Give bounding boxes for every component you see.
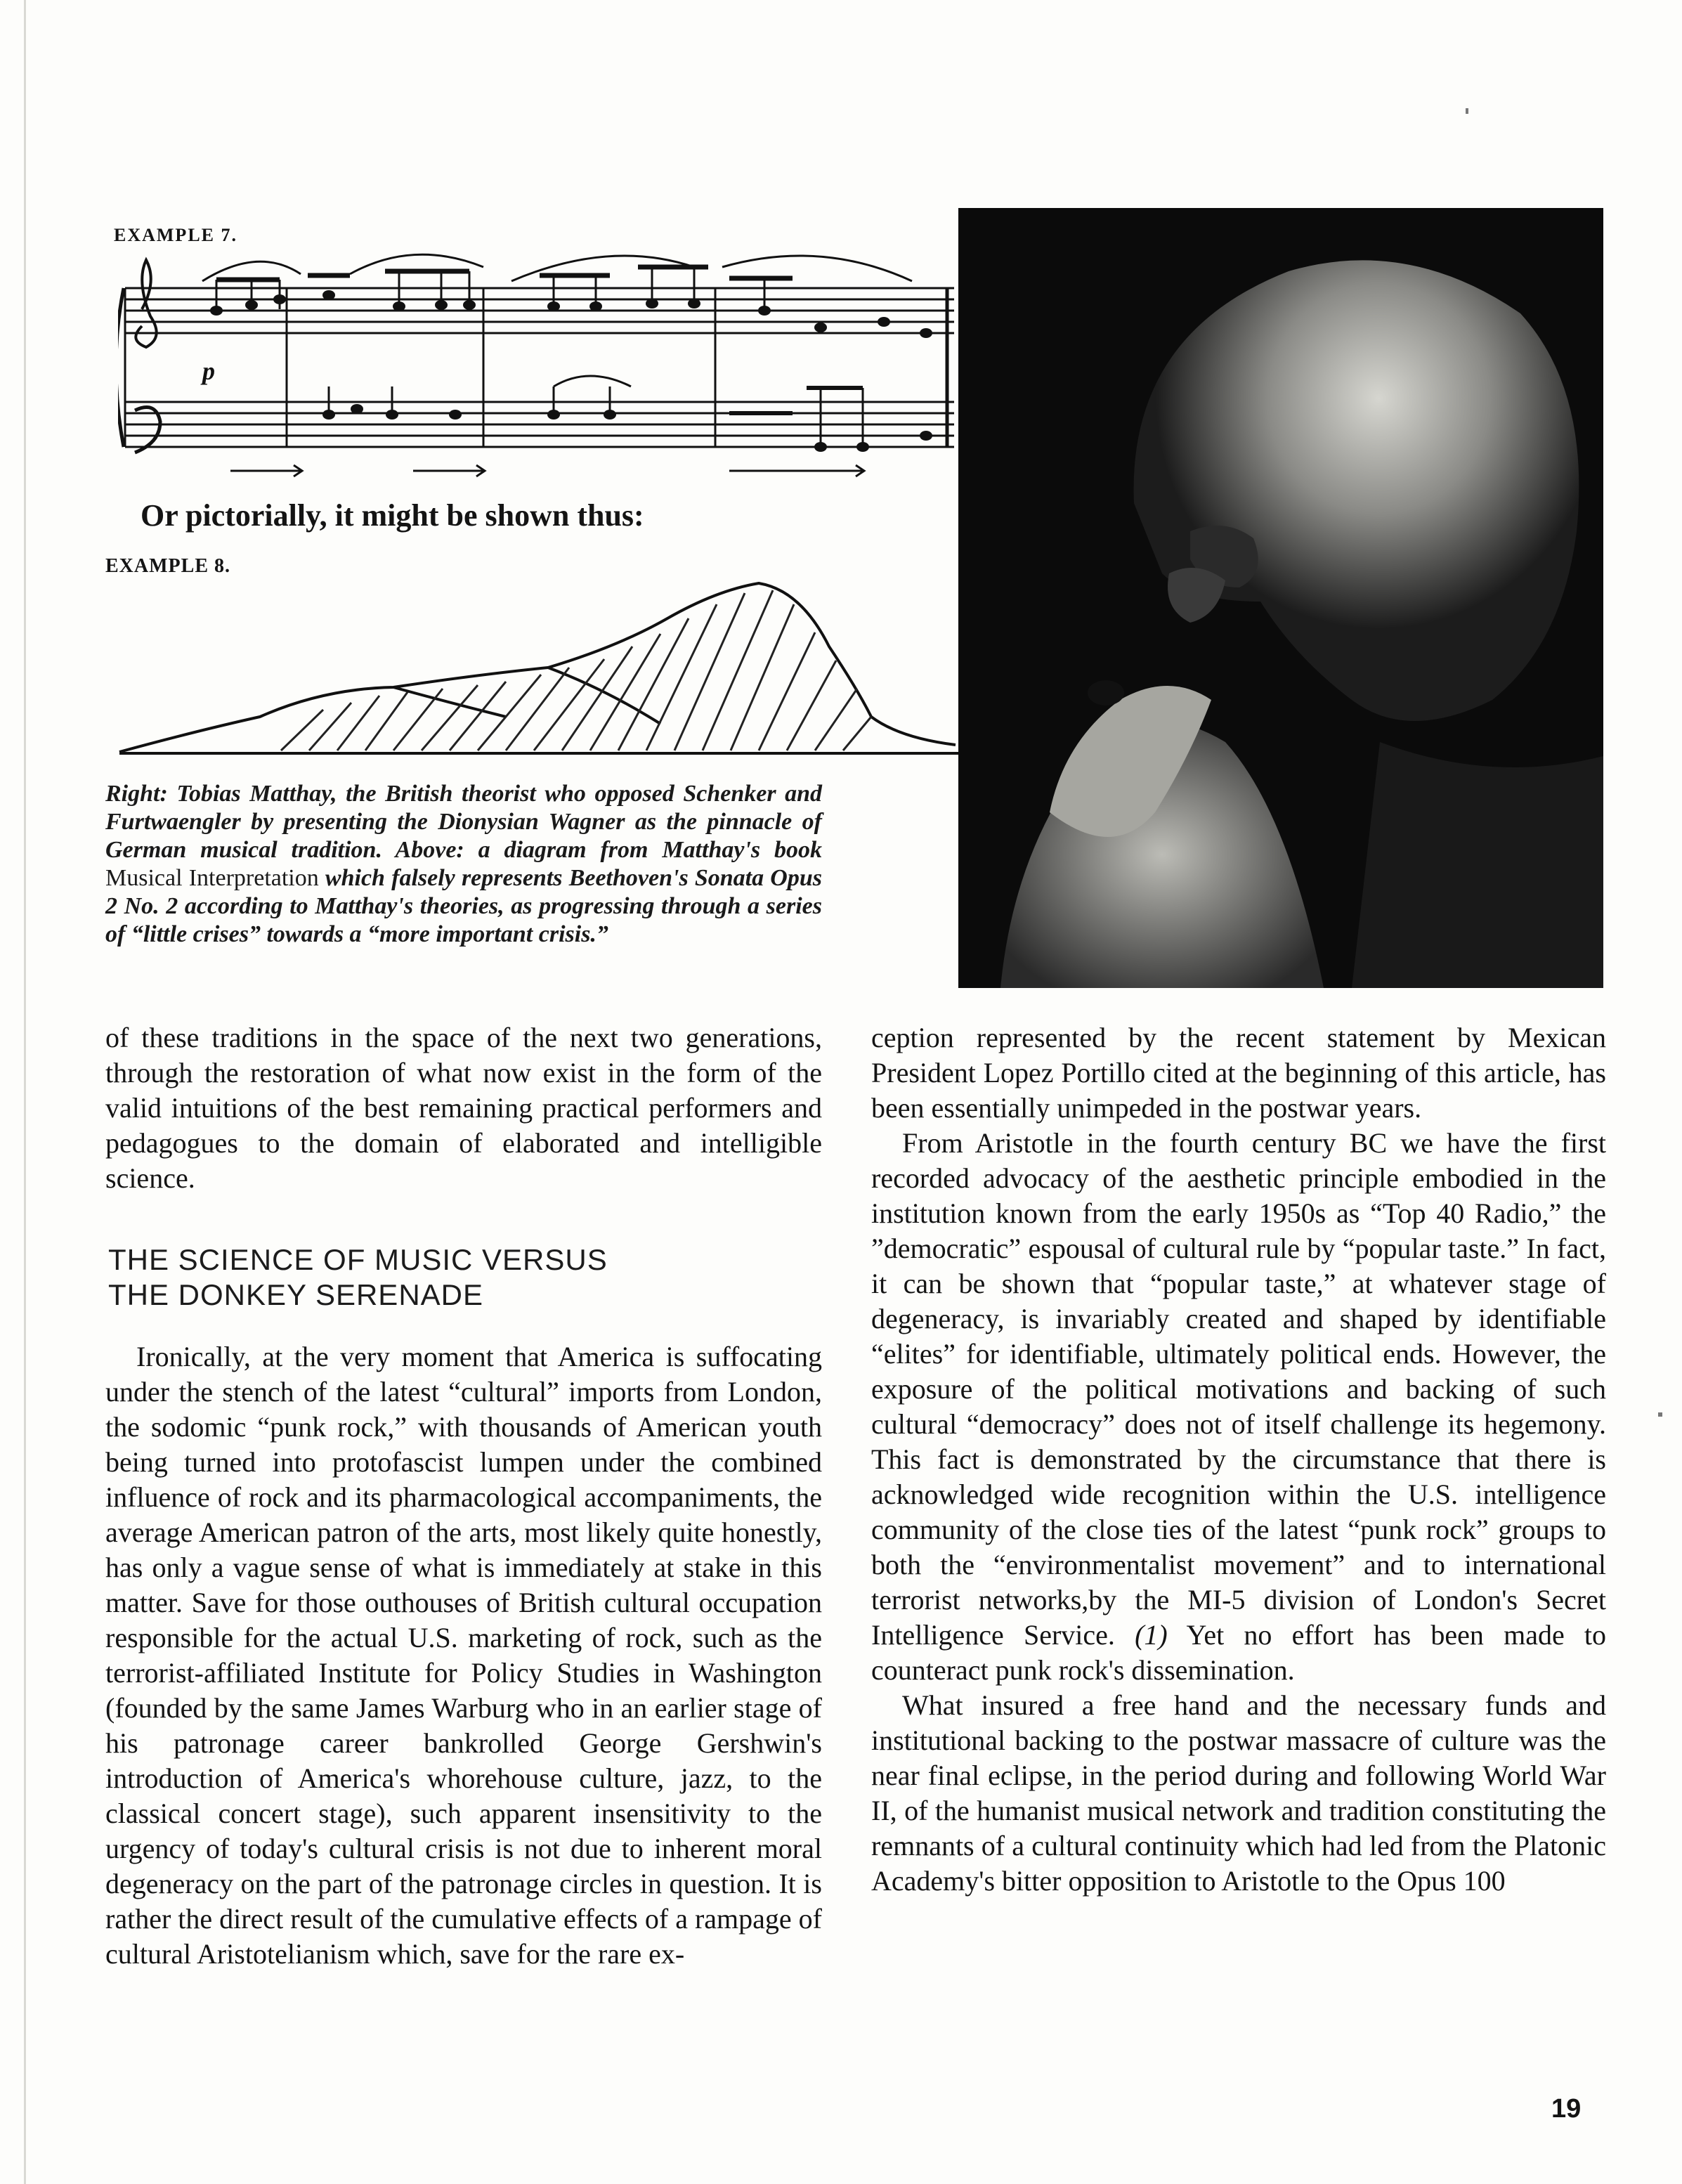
music-score-example-7 (118, 239, 961, 492)
right-paragraph-2: What insured a free hand and the necessary funds and institutional backing to the postwar massacre of culture was the near final eclipse, in the period during and following World War II, of the humanist musical network and tradition constituting the remnants of a cultural continuity which had led from the Platonic Academy's bitter opposition to Aristotle to the Opus 100 (871, 1689, 1606, 1897)
svg-text:p: p (202, 357, 215, 385)
left-column-continuation (105, 1020, 822, 1196)
print-speck (1466, 108, 1468, 114)
heading-line-2: THE DONKEY SERENADE (108, 1278, 484, 1311)
example-7-label: EXAMPLE 7. (114, 225, 237, 245)
caption-text-2: which falsely represents Beethoven's Sonata Opus 2 No. 2 according to Matthay's theories, as progressing through a series of “little crises” towards a “more important crisis.” (105, 865, 822, 947)
right-paragraph-1-text: From Aristotle in the fourth century BC we have the first recorded advocacy of the aesthetic principle embodied in the institution known from the early 1950s as “Top 40 Radio,” the ”democratic” espousal of cultural rule by “popular taste.” In fact, it can be shown that “popular taste,” at whatever stage of degeneracy, is invariably created and shaped by identifiable “elites” for identifiable, ultimately political ends. However, the exposure of the political motivations and backing of such cultural “democracy” does not of itself challenge its hegemony. This fact is demonstrated by the circumstance that there is acknowledged wide recognition within the U.S. intelligence community of the close ties of the latest “punk rock” groups to both the “environmentalist movement” and to international terrorist networks,by the MI-5 division of London's Secret Intelligence Service. (871, 1127, 1606, 1651)
left-body-paragraph: Ironically, at the very moment that America is suffocating under the stench of the latest “cultural” imports from London, the sodomic “punk rock,” with thousands of American youth being turned into protofascist lumpen under the combined influence of rock and its pharmacological accompaniments, the average American patron of the arts, most likely quite honestly, has only a vague sense of what is immediately at stake in this matter. Save for those outhouses of British cultural occupation responsible for the actual U.S. marketing of rock, such as the terrorist-affiliated Institute for Policy Studies in Washington (founded by the same James Warburg who in an earlier stage of his patronage career bankrolled George Gershwin's introduction of America's whorehouse culture, jazz, to the classical concert stage), such apparent insensitivity to the urgency of today's cultural crisis is not due to inherent moral degeneracy on the part of the patronage circles in question. It is rather the direct result of the cumulative effects of a rampage of cultural Aristotelianism which, save for the rare ex- (105, 1341, 822, 1970)
left-column-body (105, 1339, 822, 1972)
example-8-label: EXAMPLE 8. (105, 555, 230, 577)
pictorial-caption: Or pictorially, it might be shown thus: (141, 498, 644, 533)
right-paragraph-1 (871, 1126, 1606, 1688)
caption-text-1: Right: Tobias Matthay, the British theorist who opposed Schenker and Furtwaengler by presenting the Dionysian Wagner as the pinnacle of German musical tradition. Above: a diagram from Matthay's book (105, 781, 822, 863)
right-column-body (871, 1020, 1606, 1899)
print-speck (1658, 1412, 1662, 1417)
figure-caption (105, 780, 822, 949)
caption-book-title: Musical Interpretation (105, 865, 319, 891)
left-continuation-paragraph: of these traditions in the space of the next two generations, through the restoration of what now exist in the form of the valid intuitions of the best remaining practical performers and pedagogues to the domain of elaborated and intelligible science. (105, 1022, 822, 1194)
right-continuation-paragraph: ception represented by the recent statement by Mexican President Lopez Portillo cited at the beginning of this article, has been essentially unimpeded in the postwar years. (871, 1022, 1606, 1124)
portrait-photo (958, 208, 1603, 988)
heading-line-1: THE SCIENCE OF MUSIC VERSUS (108, 1243, 608, 1276)
mountain-diagram-example-8 (112, 569, 970, 780)
section-heading (108, 1242, 811, 1313)
right-paragraph-1-end: Yet no effort has been made to counteract punk rock's dissemination. (871, 1619, 1606, 1686)
page-number: 19 (1551, 2094, 1582, 2124)
citation-marker: (1) (1135, 1619, 1168, 1651)
binding-edge (24, 0, 26, 2184)
